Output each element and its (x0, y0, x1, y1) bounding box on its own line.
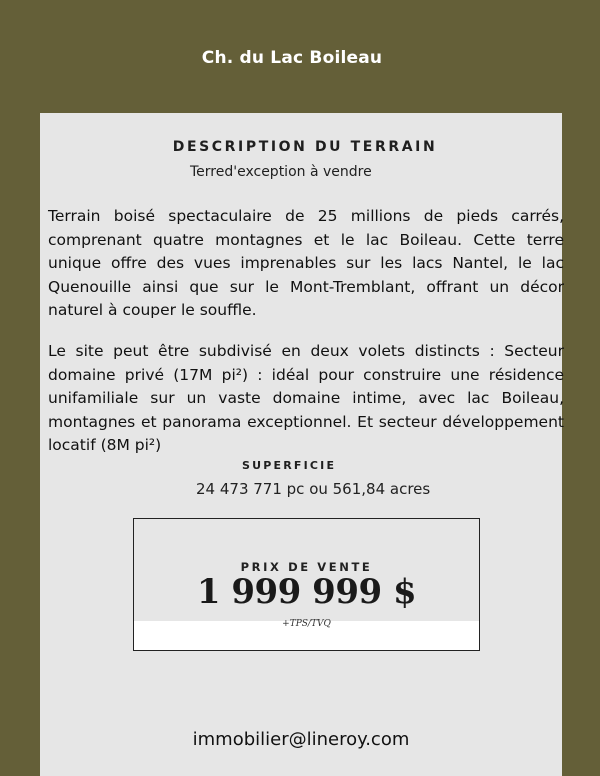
description-subtitle: Terred'exception à vendre (190, 164, 372, 180)
price-box (133, 518, 480, 651)
area-heading: SUPERFICIE (242, 459, 337, 472)
price-label: PRIX DE VENTE (240, 560, 373, 574)
description-heading: DESCRIPTION DU TERRAIN (172, 139, 438, 155)
listing-title: Ch. du Lac Boileau (201, 48, 383, 68)
price-value: 1 999 999 $ (196, 572, 417, 612)
description-paragraph-1: Terrain boisé spectaculaire de 25 millions de pieds carrés, comprenant quatre montagnes et le lac Boileau. Cette terre unique offre des vues imprenables sur les lacs Nantel, le lac Quenouille ainsi que sur le Mont-Tremblant, offrant un décor naturel à couper le souffle. (48, 207, 564, 319)
contact-email[interactable]: immobilier@lineroy.com (192, 729, 410, 750)
content-panel (40, 113, 562, 776)
tax-note: +TPS/TVQ (282, 619, 331, 629)
description-paragraph-2: Le site peut être subdivisé en deux volets distincts : Secteur domaine privé (17M pi²) : idéal pour construire une résidence unifamiliale sur un vaste domaine intime, avec lac Boileau, montagnes et panorama exceptionnel. Et secteur développement locatif (8M pi²) (48, 342, 564, 454)
area-value: 24 473 771 pc ou 561,84 acres (196, 480, 431, 498)
